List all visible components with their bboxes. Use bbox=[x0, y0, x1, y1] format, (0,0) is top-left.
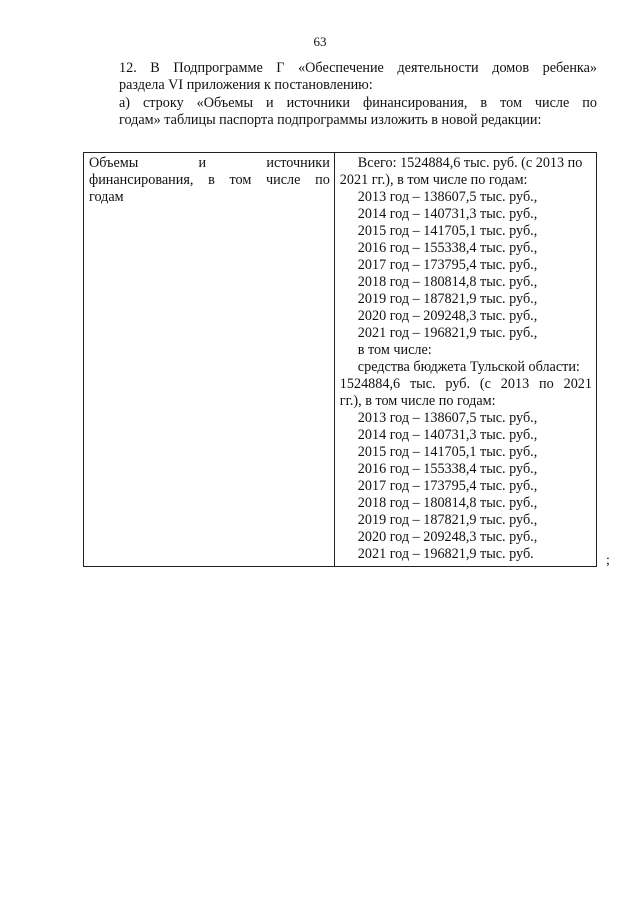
total-line: 2021 гг.), в том числе по годам: bbox=[339, 172, 528, 188]
including-line: в том числе: bbox=[357, 342, 432, 358]
paragraph-line: а) строку «Объемы и источники финансирования, в том числе по bbox=[119, 95, 597, 111]
label-line: годам bbox=[89, 189, 124, 205]
budget-year-line: 2018 год – 180814,8 тыс. руб., bbox=[357, 495, 538, 511]
year-line: 2014 год – 140731,3 тыс. руб., bbox=[357, 206, 538, 222]
budget-line: гг.), в том числе по годам: bbox=[339, 393, 496, 409]
paragraph-item-a bbox=[83, 95, 597, 129]
budget-year-line: 2019 год – 187821,9 тыс. руб., bbox=[357, 512, 538, 528]
year-line: 2018 год – 180814,8 тыс. руб., bbox=[357, 274, 538, 290]
year-line: 2021 год – 196821,9 тыс. руб., bbox=[357, 325, 538, 341]
budget-year-line: 2013 год – 138607,5 тыс. руб., bbox=[357, 410, 538, 426]
trailing-semicolon: ; bbox=[606, 553, 610, 568]
budget-year-line: 2015 год – 141705,1 тыс. руб., bbox=[357, 444, 538, 460]
budget-year-line: 2020 год – 209248,3 тыс. руб., bbox=[357, 529, 538, 545]
year-line: 2019 год – 187821,9 тыс. руб., bbox=[357, 291, 538, 307]
label-line: финансирования, в том числе по bbox=[89, 172, 330, 188]
budget-line: средства бюджета Тульской области: bbox=[357, 359, 580, 375]
label-line: Объемы и источники bbox=[89, 155, 330, 171]
table-cell-label bbox=[84, 153, 335, 567]
budget-year-line: 2017 год – 173795,4 тыс. руб., bbox=[357, 478, 538, 494]
page-number: 63 bbox=[313, 34, 327, 49]
budget-year-line: 2021 год – 196821,9 тыс. руб. bbox=[357, 546, 534, 562]
paragraph-line: 12. В Подпрограмме Г «Обеспечение деятельности домов ребенка» bbox=[119, 60, 597, 76]
budget-year-line: 2016 год – 155338,4 тыс. руб., bbox=[357, 461, 538, 477]
paragraph-line: годам» таблицы паспорта подпрограммы изложить в новой редакции: bbox=[119, 112, 542, 128]
table-row bbox=[84, 153, 597, 567]
budget-year-line: 2014 год – 140731,3 тыс. руб., bbox=[357, 427, 538, 443]
year-line: 2013 год – 138607,5 тыс. руб., bbox=[357, 189, 538, 205]
passport-table bbox=[83, 152, 597, 567]
total-line: Всего: 1524884,6 тыс. руб. (с 2013 по bbox=[357, 155, 583, 171]
paragraph-line: раздела VI приложения к постановлению: bbox=[119, 77, 373, 93]
year-line: 2020 год – 209248,3 тыс. руб., bbox=[357, 308, 538, 324]
year-line: 2015 год – 141705,1 тыс. руб., bbox=[357, 223, 538, 239]
budget-line: 1524884,6 тыс. руб. (с 2013 по 2021 bbox=[339, 376, 592, 392]
table-cell-financing bbox=[334, 153, 596, 567]
year-line: 2017 год – 173795,4 тыс. руб., bbox=[357, 257, 538, 273]
year-line: 2016 год – 155338,4 тыс. руб., bbox=[357, 240, 538, 256]
paragraph-subprogram-g bbox=[83, 60, 597, 94]
